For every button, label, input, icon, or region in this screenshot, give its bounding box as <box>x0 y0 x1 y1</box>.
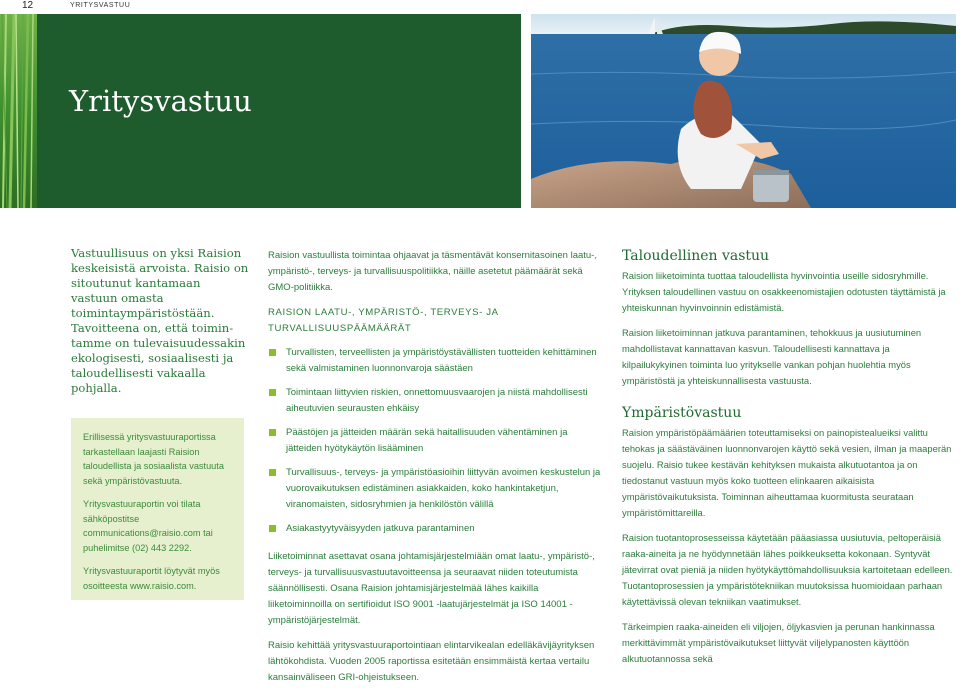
running-head: YRITYSVASTUU <box>70 2 131 9</box>
bullet-square-icon <box>269 469 276 476</box>
middle-intro: Raision vastuullista toimintaa ohjaavat ja täsmentävät konsernitasoinen laatu-, ympäristö-, terveys- ja turvallisuuspolitiikka, näille asetetut päämäärät sekä GMO-politiikka. <box>268 250 597 293</box>
economic-heading: Taloudellinen vastuu <box>622 248 770 264</box>
page-number: 12 <box>22 0 34 11</box>
lakeside-photo <box>531 14 956 208</box>
info-box-text-1: Erillisessä yritysvastuuraportissa tarkastellaan laajasti Raision taloudellista ja sosiaalista vastuuta sekä ympäristövastuuta. <box>83 432 224 486</box>
list-item-text: Turvallisten, terveellisten ja ympäristöystävällisten tuotteiden kehittäminen sekä valmistaminen luonnonvaroja säästäen <box>286 347 597 374</box>
list-item-text: Turvallisuus-, terveys- ja ympäristöasioihin liittyvän avoimen keskustelun ja vuorovaikutuksen edistäminen asiakkaiden, koko hankintaketjun, viranomaisten, sidosryhmien ja henkilöstön välillä <box>286 467 601 510</box>
middle-paragraph-2: Liiketoiminnat asettavat osana johtamisjärjestelmiään omat laatu-, ympäristö-, terveys- ja turvallisuusvastuutavoitteensa ja seuraavat niiden toteutumista säännöllisesti. Osana Raision johtamisjärjestelmää lähes kaikilla liiketoiminnoilla on sertifioidut ISO 9001 -laatujärjestelmät ja ISO 14001 -ympäristöjärjestelmät. <box>268 551 595 626</box>
goals-subheading: RAISION LAATU-, YMPÄRISTÖ-, TERVEYS- JA TURVALLISUUSPÄÄMÄÄRÄT <box>268 307 499 334</box>
environment-paragraph-2: Raision tuotantoprosesseissa käytetään pääasiassa uusiutuvia, peltoperäisiä raaka-aineita ja ne hyödynnetään lähes poikkeuksetta kokonaan. Syntyvät jätevirrat ovat pieniä ja niiden hyötykäyttömahdollisuuksia kartoitetaan edelleen. Tuotantoprosessien ja ympäristötekniikan muutoksissa huomioidaan parhaan käytettävissä olevan tekniikan vaatimukset. <box>622 532 953 607</box>
grass-photo <box>0 14 37 208</box>
page-header <box>0 0 960 14</box>
bullet-square-icon <box>269 429 276 436</box>
info-box-text-3: Yritysvastuuraportit löytyvät myös osoitteesta www.raisio.com. <box>83 566 220 591</box>
bullet-square-icon <box>269 389 276 396</box>
right-column <box>622 248 956 676</box>
environment-heading: Ympäristövastuu <box>622 405 742 421</box>
list-item-text: Päästöjen ja jätteiden määrän sekä haitallisuuden vähentäminen ja jätteiden hyötykäytön lisääminen <box>286 427 568 454</box>
list-item <box>268 345 604 377</box>
environment-paragraph-3: Tärkeimpien raaka-aineiden eli viljojen, öljykasvien ja perunan hankinnassa merkittävimmät ympäristövaikutukset liittyvät viljelypanosten käyttöön alkutuotannossa sekä <box>622 621 935 664</box>
list-item <box>268 385 604 417</box>
list-item-text: Asiakastyytyväisyyden jatkuva parantaminen <box>286 523 475 534</box>
info-box <box>71 418 244 600</box>
list-item <box>268 521 604 537</box>
bullet-square-icon <box>269 525 276 532</box>
list-item-text: Toimintaan liittyvien riskien, onnettomuusvaarojen ja niistä mahdollisesti aiheutuvien seurausten ehkäisy <box>286 387 588 414</box>
middle-paragraph-3: Raisio kehittää yritysvastuuraportointiaan elintarvikealan edelläkävijäyrityksen lähtökohdista. Vuoden 2005 raportissa esitetään ensimmäistä kertaa vertailu kansainväliseen GRI-ohjeistukseen. <box>268 640 595 683</box>
economic-paragraph-1: Raision liiketoiminta tuottaa taloudellista hyvinvointia useille sidosryhmille. Yrityksen taloudellinen vastuu on osakkeenomistajien odotusten täyttämistä ja yhteiskunnan hyvinvoinnin edistämistä. <box>622 270 946 313</box>
middle-column <box>268 248 604 695</box>
bullet-square-icon <box>269 349 276 356</box>
environment-paragraph-1: Raision ympäristöpäämäärien toteuttamiseksi on painopistealueiksi valittu tehokas ja säästäväinen luonnonvarojen käyttö sekä vesien, ilman ja maaperän suojelu. Raisio tukee kestävän kehityksen mukaista alkutuotantoa ja on tiedostanut vastuun myös koko tuotteen elinkaaren aikaisista ympäristövaikutuksista. Toiminnan aiheuttamaa kuormitusta seurataan ympäristömittareilla. <box>622 427 952 518</box>
page-title: Yritysvastuu <box>69 84 252 118</box>
title-banner <box>37 14 521 208</box>
economic-paragraph-2: Raision liiketoiminnan jatkuva parantaminen, tehokkuus ja uusiutuminen mahdollistavat kannattavan kasvun. Taloudellisesti kannattava ja kilpailukykyinen toiminta luo yritykselle vankan pohjan huolehtia myös ympäristöstä ja yhteiskunnallisesta vastuusta. <box>622 327 922 386</box>
info-box-text-2: Yritysvastuuraportin voi tilata sähköpostitse communications@raisio.com tai puhelimitse (02) 443 2292. <box>83 499 213 553</box>
list-item <box>268 465 604 513</box>
list-item <box>268 425 604 457</box>
lead-paragraph <box>71 246 249 396</box>
lead-text: Vastuullisuus on yksi Raision keskeisistä arvoista. Raisio on sitoutunut kantamaan vastuun omasta toimintaympäristöstään. Tavoitteena on, että toimintamme on tulevaisuudessakin ekologisesti, sosiaalisesti ja taloudellisesti vakaalla pohjalla. <box>71 246 249 395</box>
